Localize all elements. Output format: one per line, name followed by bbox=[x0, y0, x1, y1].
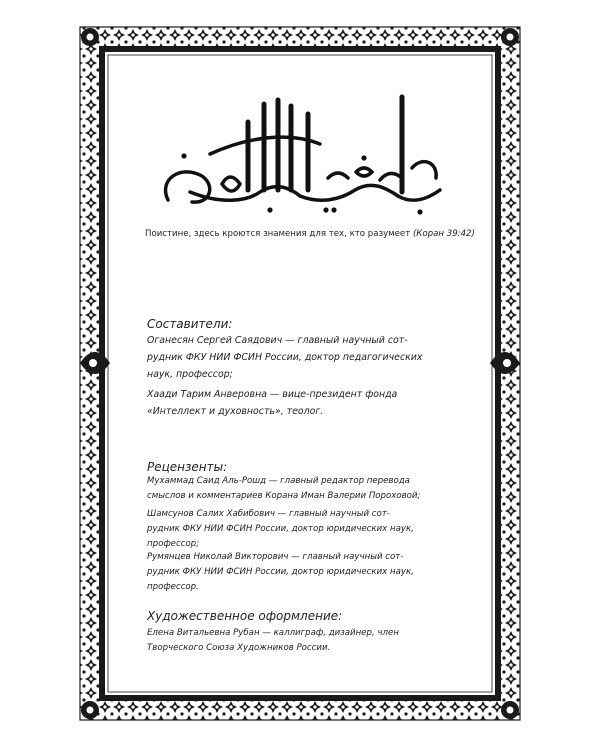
epigraph-reference: (Коран 39:42) bbox=[412, 229, 475, 239]
arabic-calligraphy bbox=[150, 92, 450, 227]
reviewer-entry bbox=[147, 474, 465, 504]
entry-line: Оганесян Сергей Саядович — главный научный сот- bbox=[147, 335, 408, 346]
entry-line: «Интеллект и духовность», теолог. bbox=[147, 406, 324, 417]
entry-line: наук, профессор; bbox=[147, 369, 233, 380]
entry-line: рудник ФКУ НИИ ФСИН России, доктор юридических наук, bbox=[147, 524, 414, 534]
entry-line: смыслов и комментариев Корана Иман Валерии Пороховой; bbox=[147, 491, 421, 501]
epigraph-caption bbox=[145, 229, 475, 239]
entry-line: Елена Витальевна Рубан — каллиграф, дизайнер, член bbox=[147, 628, 399, 638]
entry-line: профессор; bbox=[147, 539, 200, 549]
design-heading: Художественное оформление: bbox=[147, 609, 343, 623]
reviewer-entry bbox=[147, 550, 465, 595]
entry-line: рудник ФКУ НИИ ФСИН России, доктор юридических наук, bbox=[147, 567, 414, 577]
compilers-heading: Составители: bbox=[147, 317, 233, 331]
entry-line: Румянцев Николай Викторович — главный научный сот- bbox=[147, 552, 404, 562]
entry-line: Шамсунов Салих Хабибович — главный научный сот- bbox=[147, 509, 390, 519]
entry-line: Мухаммад Саид Аль-Рошд — главный редактор перевода bbox=[147, 476, 410, 486]
entry-line: Хаади Тарим Анверовна — вице-президент фонда bbox=[147, 389, 398, 400]
designer-entry bbox=[147, 626, 465, 656]
reviewer-entry bbox=[147, 507, 465, 552]
reviewers-heading: Рецензенты: bbox=[147, 460, 228, 474]
compiler-entry bbox=[147, 332, 465, 383]
entry-line: Творческого Союза Художников России. bbox=[147, 643, 331, 653]
epigraph-translation: Поистине, здесь кроются знамения для тех, кто разумеет bbox=[145, 229, 411, 239]
entry-line: рудник ФКУ НИИ ФСИН России, доктор педагогических bbox=[147, 352, 423, 363]
compiler-entry bbox=[147, 386, 465, 420]
entry-line: профессор. bbox=[147, 582, 199, 592]
